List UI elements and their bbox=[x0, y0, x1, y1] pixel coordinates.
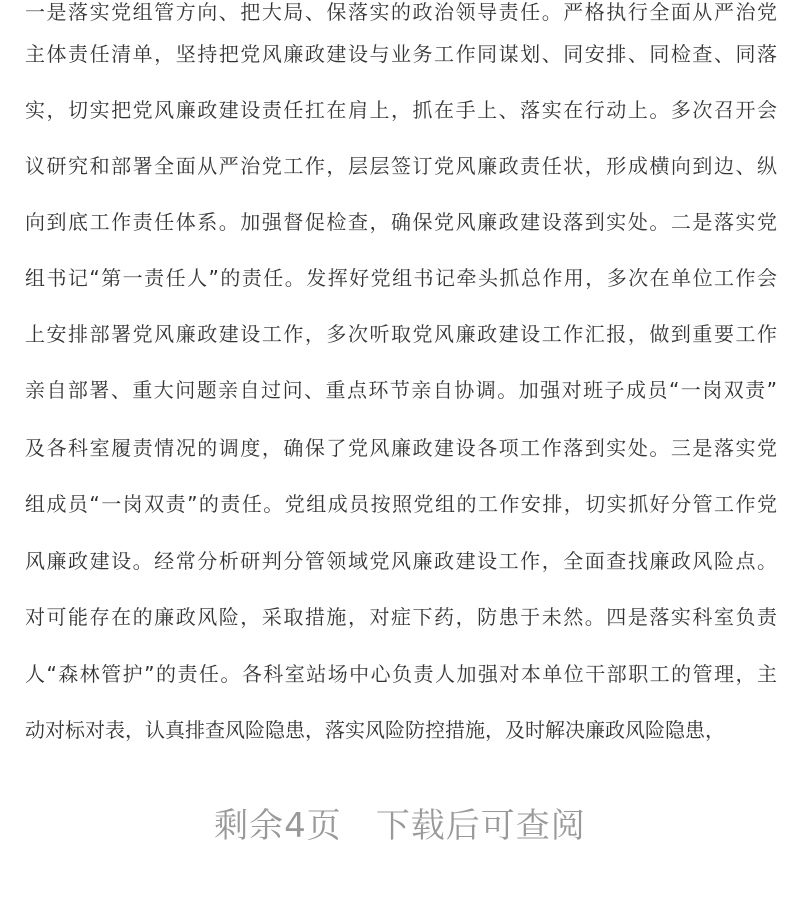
document-line: 向到底工作责任体系。加强督促检查，确保党风廉政建设落到实处。二是落实党 bbox=[25, 210, 777, 234]
document-line: 组成员“一岗双责”的责任。党组成员按照党组的工作安排，切实抓好分管工作党 bbox=[25, 492, 777, 516]
document-line: 上安排部署党风廉政建设工作，多次听取党风廉政建设工作汇报，做到重要工作 bbox=[25, 322, 777, 346]
document-line: 对可能存在的廉政风险，采取措施，对症下药，防患于未然。四是落实科室负责 bbox=[25, 605, 777, 629]
document-line: 组书记“第一责任人”的责任。发挥好党组书记牵头抓总作用，多次在单位工作会 bbox=[25, 266, 777, 290]
document-line: 及各科室履责情况的调度，确保了党风廉政建设各项工作落到实处。三是落实党 bbox=[25, 436, 777, 460]
document-line: 主体责任清单，坚持把党风廉政建设与业务工作同谋划、同安排、同检查、同落 bbox=[25, 42, 777, 66]
document-line: 一是落实党组管方向、把大局、保落实的政治领导责任。严格执行全面从严治党 bbox=[25, 0, 777, 24]
document-line: 动对标对表，认真排查风险隐患，落实风险防控措施，及时解决廉政风险隐患， bbox=[25, 718, 725, 742]
remaining-pages-text: 剩余4页 bbox=[214, 806, 342, 846]
document-line: 人“森林管护”的责任。各科室站场中心负责人加强对本单位干部职工的管理，主 bbox=[25, 662, 777, 686]
download-to-read-more-link[interactable] bbox=[0, 800, 800, 852]
document-line: 亲自部署、重大问题亲自过问、重点环节亲自协调。加强对班子成员“一岗双责” bbox=[25, 378, 777, 402]
download-hint-text: 下载后可查阅 bbox=[375, 806, 586, 846]
document-line: 实，切实把党风廉政建设责任扛在肩上，抓在手上、落实在行动上。多次召开会 bbox=[25, 98, 777, 122]
document-line: 议研究和部署全面从严治党工作，层层签订党风廉政责任状，形成横向到边、纵 bbox=[25, 154, 777, 178]
document-line: 风廉政建设。经常分析研判分管领域党风廉政建设工作，全面查找廉政风险点。 bbox=[25, 549, 777, 573]
